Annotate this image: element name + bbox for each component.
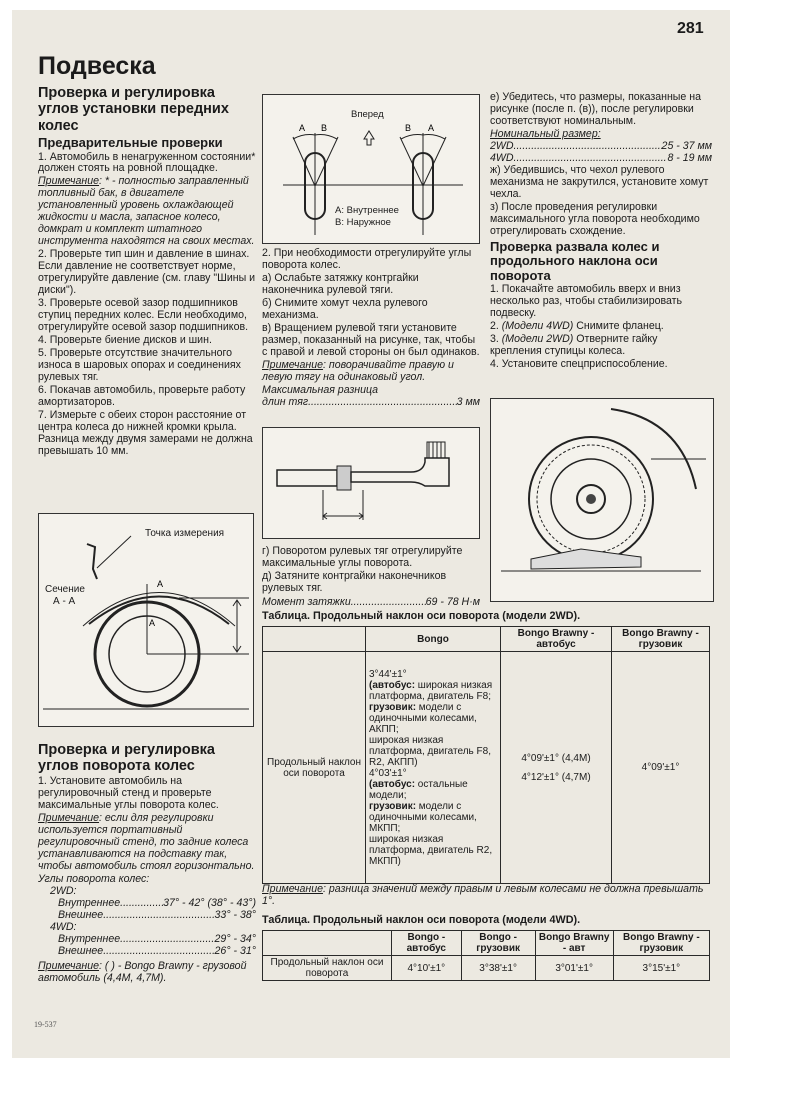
table-header	[263, 931, 392, 956]
paragraph: 1. Установите автомобиль на регулировочный стенд и проверьте максимальные углы поворота колес.	[38, 775, 219, 812]
bongo-line	[369, 669, 497, 680]
table-header	[263, 627, 366, 652]
paragraph: 3. Проверьте осевой зазор подшипников ступиц передних колес. Если необходимо, отрегулируйте осевой зазор подшипников.	[38, 297, 249, 334]
forward-label: Вперед	[351, 109, 384, 120]
wheel-tool-diagram	[491, 399, 713, 601]
bongo-line	[369, 735, 497, 768]
paragraph: 7. Измерьте с обеих сторон расстояние от центра колеса до нижней кромки крыла. Разница между двумя замерами не должна превышать 10 мм.	[38, 408, 253, 457]
label-b-left: В	[321, 123, 328, 133]
paragraph: з) После проведения регулировки максимального угла поворота необходимо отрегулировать схождение.	[490, 200, 700, 237]
table-cell: 4°10'±1°	[392, 956, 462, 981]
angles-spec: Углы поворота колес: 2WD: Внутреннее ..... 37° - 42° (38° - 43°) Внешнее ..... 33° - 38° 4WD: Внутреннее ..... 29° - 34° Внешнее ..... 26° - 31°	[38, 874, 256, 958]
table-cell: 3°15'±1°	[613, 956, 709, 981]
table-cell: 3°38'±1°	[461, 956, 535, 981]
table-2wd	[262, 626, 710, 884]
table-header: Bongo Brawny - автобус	[501, 627, 612, 652]
nominal-spec: Номинальный размер: 2WD ..... 25 - 37 мм 4WD ..... 8 - 19 мм	[490, 129, 712, 165]
paragraph: а) Ослабьте затяжку контргайки наконечника рулевой тяги.	[262, 271, 419, 296]
middle-column	[262, 248, 480, 409]
special-tool-figure	[490, 398, 714, 602]
label-b-right: В	[405, 123, 412, 133]
paragraph: в) Вращением рулевой тяги установите размер, показанный на рисунке, так, чтобы с правой и левой стороны он был одинаков.	[262, 321, 480, 358]
bongo-line-label: грузовик:	[369, 800, 417, 812]
note: Примечание: * - полностью заправленный топливный бак, в двигателе установленный уровень охлаждающей жидкости и масла, запасное колесо, домкрат и комплект штатного инструмента находятся на своих местах.	[38, 175, 255, 248]
section-heading: Проверка и регулировка углов поворота колес	[38, 742, 215, 775]
table-header: Bongo Brawny - грузовик	[613, 931, 709, 956]
label-a-left: А	[299, 123, 306, 133]
footer-code: 19-537	[34, 1020, 57, 1029]
paragraph: 2. Проверьте тип шин и давление в шинах. Если давление не соответствует норме, отрегулируйте давление (см. главу "Шины и диски").	[38, 248, 256, 297]
bongo-line-text: остальные модели;	[369, 778, 468, 801]
table-cell: 3°01'±1°	[535, 956, 613, 981]
bongo-line-text: широкая низкая платформа, двигатель F8;	[369, 679, 493, 702]
table-header: Bongo	[366, 627, 501, 652]
subsection-heading: Проверка развала колес и продольного наклона оси поворота	[490, 238, 660, 283]
paragraph: е) Убедитесь, что размеры, показанные на рисунке (после п. (в)), после регулировки соответствуют номинальным.	[490, 91, 701, 127]
bongo-line	[369, 834, 497, 867]
section-heading: Проверка и регулировка углов установки передних колес	[38, 85, 229, 134]
tie-rod-figure	[262, 427, 480, 539]
paragraph: 4. Проверьте биение дисков и шин.	[38, 334, 212, 347]
torque-spec: Момент затяжки ..... 69 - 78 Н·м	[262, 597, 480, 609]
right-column	[490, 92, 712, 372]
table-cell: 4°09'±1°	[612, 652, 710, 884]
table-header: Bongo - автобус	[392, 931, 462, 956]
table-header: Bongo - грузовик	[461, 931, 535, 956]
bongo-line-text: широкая низкая платформа, двигатель R2, МКПП)	[369, 833, 493, 867]
table-note: Примечание: разница значений между правым и левым колесами не должна превышать 1°.	[262, 883, 704, 907]
note: Примечание: поворачивайте правую и левую тягу на одинаковый угол.	[262, 358, 454, 383]
bongo-line-label: грузовик:	[369, 701, 417, 713]
document-page	[12, 10, 730, 1058]
table-header: Bongo Brawny - авт	[535, 931, 613, 956]
paragraph: г) Поворотом рулевых тяг отрегулируйте максимальные углы поворота.	[262, 545, 463, 569]
paragraph: б) Снимите хомут чехла рулевого механизма.	[262, 296, 428, 321]
bongo-line	[369, 801, 497, 834]
table1-caption: Таблица. Продольный наклон оси поворота (модели 2WD).	[262, 610, 581, 622]
paragraph: 1. Покачайте автомобиль вверх и вниз несколько раз, чтобы стабилизировать подвеску.	[490, 283, 683, 320]
table-cell: Продольный наклон оси поворота	[263, 652, 366, 884]
table-4wd	[262, 930, 710, 981]
paragraph: 1. Автомобиль в ненагруженном состоянии* должен стоять на ровной площадке.	[38, 150, 256, 175]
left-column	[38, 52, 256, 459]
bongo-line-label: (автобус:	[369, 679, 416, 691]
note: Примечание: ( ) - Bongo Brawny - грузовой автомобиль (4,4М, 4,7М).	[38, 960, 247, 984]
bongo-line-text: модели с одиночными колесами, АКПП;	[369, 701, 477, 735]
label-a-top: А	[157, 579, 164, 589]
bongo-line-text: 3°44'±1°	[369, 668, 407, 680]
paragraph: 2. При необходимости отрегулируйте углы поворота колес.	[262, 247, 472, 271]
subsection-heading: Предварительные проверки	[38, 134, 223, 150]
paragraph: д) Затяните контргайки наконечников рулевых тяг.	[262, 569, 447, 594]
measurement-point-label: Точка измерения	[145, 528, 225, 539]
tie-rod-diagram	[263, 428, 479, 538]
left-column-bottom	[38, 742, 256, 986]
table-header: Bongo Brawny - грузовик	[612, 627, 710, 652]
legend-outer: В: Наружное	[335, 217, 391, 228]
bongo-line-label: (автобус:	[369, 778, 416, 790]
table2-caption: Таблица. Продольный наклон оси поворота (модели 4WD).	[262, 914, 581, 926]
bongo-line-text: модели с одиночными колесами, МКПП;	[369, 800, 477, 834]
table-cell: 4°09'±1° (4,4М) 4°12'±1° (4,7М)	[501, 652, 612, 884]
bongo-line	[369, 779, 497, 801]
label-a-right: А	[428, 123, 435, 133]
paragraph: 6. Покачав автомобиль, проверьте работу амортизаторов.	[38, 383, 246, 408]
table-cell: Продольный наклон оси поворота	[263, 956, 392, 981]
middle-column-bottom	[262, 546, 480, 609]
page-number: 281	[677, 20, 704, 37]
bongo-line	[369, 702, 497, 735]
section-label: Сечение	[45, 584, 85, 595]
bongo-line-text: широкая низкая платформа, двигатель F8, R2, АКПП)	[369, 734, 491, 768]
measurement-figure	[38, 513, 254, 727]
page-title: Подвеска	[38, 52, 156, 80]
paragraph: ж) Убедившись, что чехол рулевого механизма не закрутился, установите хомут чехла.	[490, 163, 709, 200]
max-difference-spec: Максимальная разница длин тяг ..... 3 мм	[262, 385, 480, 409]
bongo-line-text: 4°03'±1°	[369, 767, 407, 779]
paragraph: 3. (Модели 2WD) Отверните гайку крепления ступицы колеса.	[490, 333, 658, 358]
paragraph: 4. Установите спецприспособление.	[490, 358, 668, 371]
turning-angle-figure	[262, 94, 480, 244]
paragraph: 5. Проверьте отсутствие значительного износа в шаровых опорах и соединениях рулевых тяг.	[38, 347, 241, 383]
note: Примечание: если для регулировки используется портативный регулировочный стенд, то задние колеса устанавливаются на подставку так, чтобы автомобиль стоял горизонтально.	[38, 812, 255, 873]
legend-inner: А: Внутреннее	[335, 205, 399, 216]
paragraph: 2. (Модели 4WD) Снимите фланец.	[490, 320, 664, 333]
wheel-arch-diagram	[39, 514, 253, 726]
bongo-line	[369, 680, 497, 702]
section-aa-label: А - А	[53, 596, 76, 607]
table-cell	[366, 652, 501, 884]
bongo-line	[369, 768, 497, 779]
label-a-inner: А	[149, 618, 156, 628]
